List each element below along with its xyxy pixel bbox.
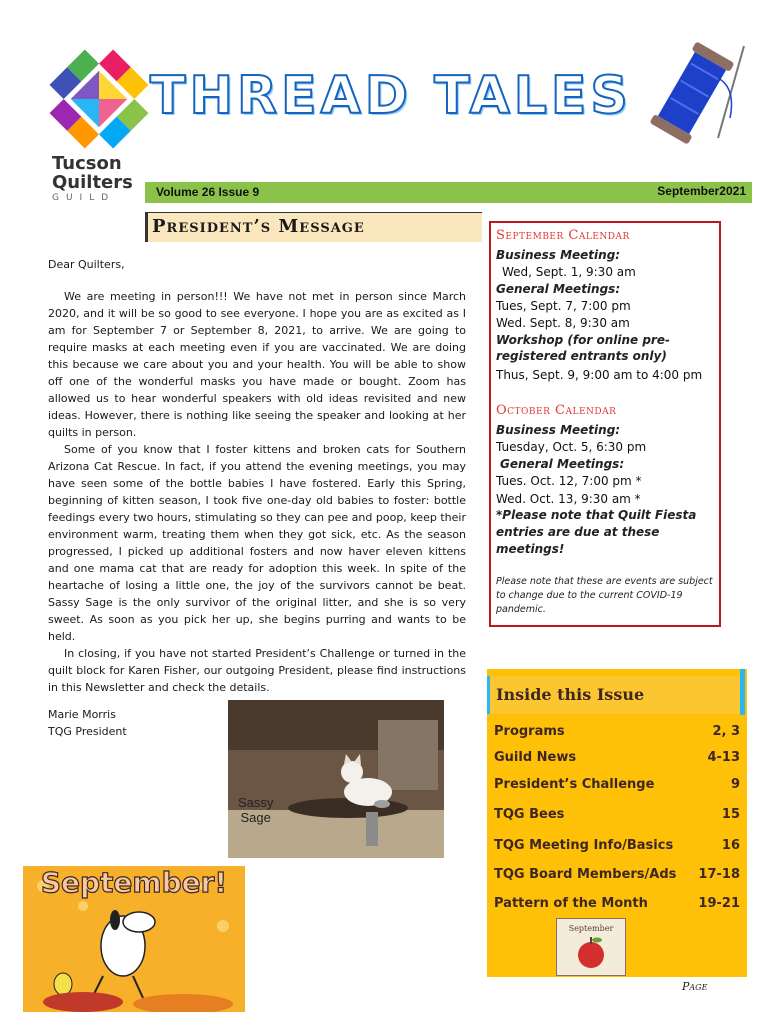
calendar-disclaimer: Please note that these are events are subject to change due to the current COVID-19 pandemic. (496, 576, 713, 615)
caption-line: Sage (240, 810, 271, 825)
oct-business-label: Business Meeting: (496, 423, 621, 437)
salutation: Dear Quilters, (48, 258, 125, 271)
toc-entry[interactable] (494, 777, 744, 792)
cat-photo-illustration (228, 700, 444, 858)
sept-workshop-label: Workshop (for online pre- (496, 333, 670, 347)
toc-label: TQG Meeting Info/Basics (494, 838, 674, 853)
signature (48, 706, 127, 740)
apple-image (556, 918, 626, 976)
september-word: September! (40, 866, 228, 899)
message-paragraph: In closing, if you have not started President’s Challenge or turned in the quilt block for Karen Fisher, our outgoing President, please find instructions in this Newsletter and check the details. (48, 647, 466, 694)
guild-name-line2: Quilters (52, 172, 133, 193)
president-message-body (48, 288, 466, 696)
toc-page: 15 (721, 807, 740, 822)
sept-business-label: Business Meeting: (496, 248, 621, 262)
message-paragraph: We are meeting in person!!! We have not met in person since March 2020, and it will be so good to see everyone. I hope you are as excited as I am for September 7 or September 8, 2021, to arrive. We are going to require masks at each meeting even if you are vaccinated. We are doing this because we care about you and your health. You will be able to show off one of the wonderful masks you have made or bought. Zoom has allowed us to hear wonderful speakers with old ideas revisited and new ideas. However, there is nothing like seeing the speaker and looking at her quilts in person. (48, 290, 466, 439)
toc-entry[interactable] (494, 838, 744, 853)
toc-label: Pattern of the Month (494, 896, 648, 911)
guild-name-line3: GUILD (52, 193, 116, 203)
toc-page: 4-13 (707, 750, 740, 765)
oct-business-date: Tuesday, Oct. 5, 6:30 pm (496, 440, 647, 454)
toc-entry[interactable] (494, 750, 744, 765)
guild-name (52, 154, 142, 203)
toc-entry[interactable] (494, 724, 744, 739)
september-illustration (23, 866, 245, 1012)
toc-entry[interactable] (494, 896, 744, 911)
oct-fiesta-note: meetings! (496, 542, 565, 556)
september-calendar-heading: September Calendar (496, 228, 630, 243)
toc-entry[interactable] (494, 807, 744, 822)
september-illustration-art (23, 866, 245, 1012)
apple-label: September (568, 924, 614, 933)
signature-name: Marie Morris (48, 708, 116, 721)
thread-spool-icon (632, 38, 752, 148)
toc-page: 19-21 (698, 896, 740, 911)
toc-entry[interactable] (494, 867, 744, 882)
oct-fiesta-note: entries are due at these (496, 525, 660, 539)
inside-this-issue-heading: Inside this Issue (496, 685, 645, 704)
issue-date: September2021 (657, 184, 746, 198)
newsletter-title: THREAD TALES (150, 66, 632, 126)
message-paragraph: Some of you know that I foster kittens and broken cats for Southern Arizona Cat Rescue. In fact, if you attend the evening meetings, you may have seen some of the bottle babies I have fostered. Early this Spring, beginning of kitten season, I took five one-day old babies to foster: bottle feedings every two hours, stimulating so they can pee and poop, keep their environment warm, treating them when they got sick, etc. As the season progressed, I picked up additional fosters and now haver eleven kittens and one mama cat that are ready for adoption this week. In spite of the heartache of losing a little one, the joy of the survivors cannot be beat. Sassy Sage is the only survivor of the original litter, and she is so very sweet. As soon as you pick her up, she begins purring and wants to be held. (48, 443, 466, 643)
inside-accent-bar (740, 669, 745, 715)
toc-label: TQG Bees (494, 807, 565, 822)
oct-general-label: General Meetings: (500, 457, 625, 471)
oct-general-date: Tues. Oct. 12, 7:00 pm * (496, 474, 642, 488)
sept-workshop-date: Thus, Sept. 9, 9:00 am to 4:00 pm (496, 368, 703, 382)
toc-page: 2, 3 (712, 724, 740, 739)
issue-number: Volume 26 Issue 9 (156, 185, 260, 199)
caption-line: Sassy (238, 795, 274, 810)
president-message-heading: President’s Message (152, 216, 365, 237)
cat-photo-caption (238, 795, 273, 825)
sept-general-date: Tues, Sept. 7, 7:00 pm (496, 299, 631, 313)
apple-icon (557, 919, 625, 975)
toc-page: 9 (730, 777, 740, 792)
toc-page: 16 (721, 838, 740, 853)
sept-business-date: Wed, Sept. 1, 9:30 am (502, 265, 636, 279)
oct-general-date: Wed. Oct. 13, 9:30 am * (496, 492, 641, 506)
guild-logo-icon (44, 44, 154, 154)
toc-label: TQG Board Members/Ads (494, 867, 677, 882)
oct-fiesta-note: *Please note that Quilt Fiesta (496, 508, 697, 522)
sept-workshop-label: registered entrants only) (496, 349, 667, 363)
toc-label: President’s Challenge (494, 777, 655, 792)
guild-name-line1: Tucson (52, 153, 122, 174)
toc-label: Guild News (494, 750, 577, 765)
october-calendar-heading: October Calendar (496, 403, 617, 418)
toc-label: Programs (494, 724, 565, 739)
sept-general-label: General Meetings: (496, 282, 621, 296)
page-label: Page (682, 980, 708, 993)
signature-title: TQG President (48, 725, 127, 738)
toc-page: 17-18 (698, 867, 740, 882)
cat-photo (228, 700, 444, 858)
sept-general-date: Wed. Sept. 8, 9:30 am (496, 316, 630, 330)
